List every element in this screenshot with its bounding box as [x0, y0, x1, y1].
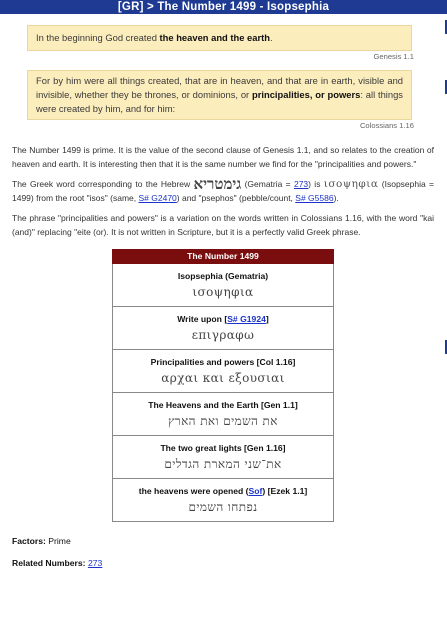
- text: Write upon [: [177, 313, 228, 324]
- quote-emphasis: the heaven and the earth: [159, 32, 270, 43]
- greek-word: ισοψηφια: [323, 178, 379, 190]
- quote-emphasis: principalities, or powers: [252, 89, 361, 100]
- quote-text: In the beginning God created: [36, 32, 160, 43]
- row-label: The two great lights [Gen 1.16]: [160, 442, 286, 453]
- text: (Gematria =: [241, 179, 294, 189]
- intro-paragraph: The Number 1499 is prime. It is the value of the second clause of Genesis 1.1, and so relates to the creation of heaven and earth. It is interesting then that it is the same number we find for the "principalities and powers.": [12, 145, 434, 169]
- quote-text-end: .: [269, 32, 273, 43]
- quote-reference: Colossians 1.16: [359, 121, 414, 130]
- quote-text-end: : all things were created by him, and for him:: [36, 89, 403, 114]
- factors-label: Factors:: [12, 536, 46, 546]
- table-header: The Number 1499: [113, 250, 334, 264]
- factors-value: Prime: [48, 536, 71, 546]
- link-related-273[interactable]: 273: [87, 558, 103, 568]
- row-label: [113, 485, 333, 497]
- text: ]: [265, 313, 269, 324]
- table-row: [113, 264, 334, 307]
- factors-line: [12, 536, 447, 546]
- row-script: את־שני המארת הגדלים: [164, 456, 282, 471]
- link-strongs-g5586[interactable]: S# G5586: [295, 193, 334, 203]
- page-title: [GR] > The Number 1499 - Isopsephia: [117, 1, 330, 13]
- phrase-paragraph: The phrase "principalities and powers" is a variation on the words written in Colossians 1.16, with the word "kai (and)" replacing "eite (or). It is not written in Scripture, but it is a perfectly valid Greek phrase.: [12, 213, 434, 237]
- row-label: [113, 313, 333, 325]
- quote-reference: Genesis 1.1: [373, 52, 414, 61]
- row-script: את השמים ואת הארץ: [168, 413, 278, 428]
- table-row: [113, 436, 334, 479]
- number-table: [112, 249, 334, 522]
- table-row: [113, 350, 334, 393]
- hebrew-word: גימטריא: [193, 175, 242, 193]
- link-strongs-g1924[interactable]: S# G1924: [227, 313, 266, 324]
- text: ) [Ezek 1.1]: [262, 485, 308, 496]
- scripture-quote-colossians: [27, 70, 412, 120]
- row-label: Isopsephia (Gematria): [177, 270, 269, 281]
- link-strongs-g2470[interactable]: S# G2470: [138, 193, 177, 203]
- row-label: Principalities and powers [Col 1.16]: [150, 356, 296, 367]
- text: ) is: [308, 179, 324, 189]
- quote-text: For by him were all things created, that are in heaven, and that are in earth, visible and invisible, whether they be thrones, or dominions, or: [36, 75, 403, 100]
- row-script: ισοψηφια: [192, 284, 254, 299]
- etymology-paragraph: [12, 177, 434, 205]
- text: ) and "psephos" (pebble/count,: [176, 193, 296, 203]
- table-row: [113, 479, 334, 522]
- text: The Greek word corresponding to the Hebrew: [12, 179, 194, 189]
- text: ).: [333, 193, 339, 203]
- text: the heavens were opened (: [138, 485, 249, 496]
- row-script: επιγραφω: [191, 327, 255, 342]
- page-title-bar: [0, 0, 447, 14]
- table-row: [113, 393, 334, 436]
- related-line: [12, 558, 447, 568]
- row-script: αρχαι και εξουσιαι: [161, 370, 285, 385]
- table-row: [113, 307, 334, 350]
- scripture-quote-genesis: [27, 25, 412, 51]
- link-sof[interactable]: Sof: [248, 485, 263, 496]
- link-273[interactable]: 273: [293, 179, 309, 189]
- related-label: Related Numbers:: [12, 558, 86, 568]
- row-script: נפתחו השמים: [188, 499, 258, 514]
- row-label: The Heavens and the Earth [Gen 1.1]: [148, 399, 298, 410]
- text: (Isopsephia = 1499) from the root "isos" (same,: [12, 179, 435, 203]
